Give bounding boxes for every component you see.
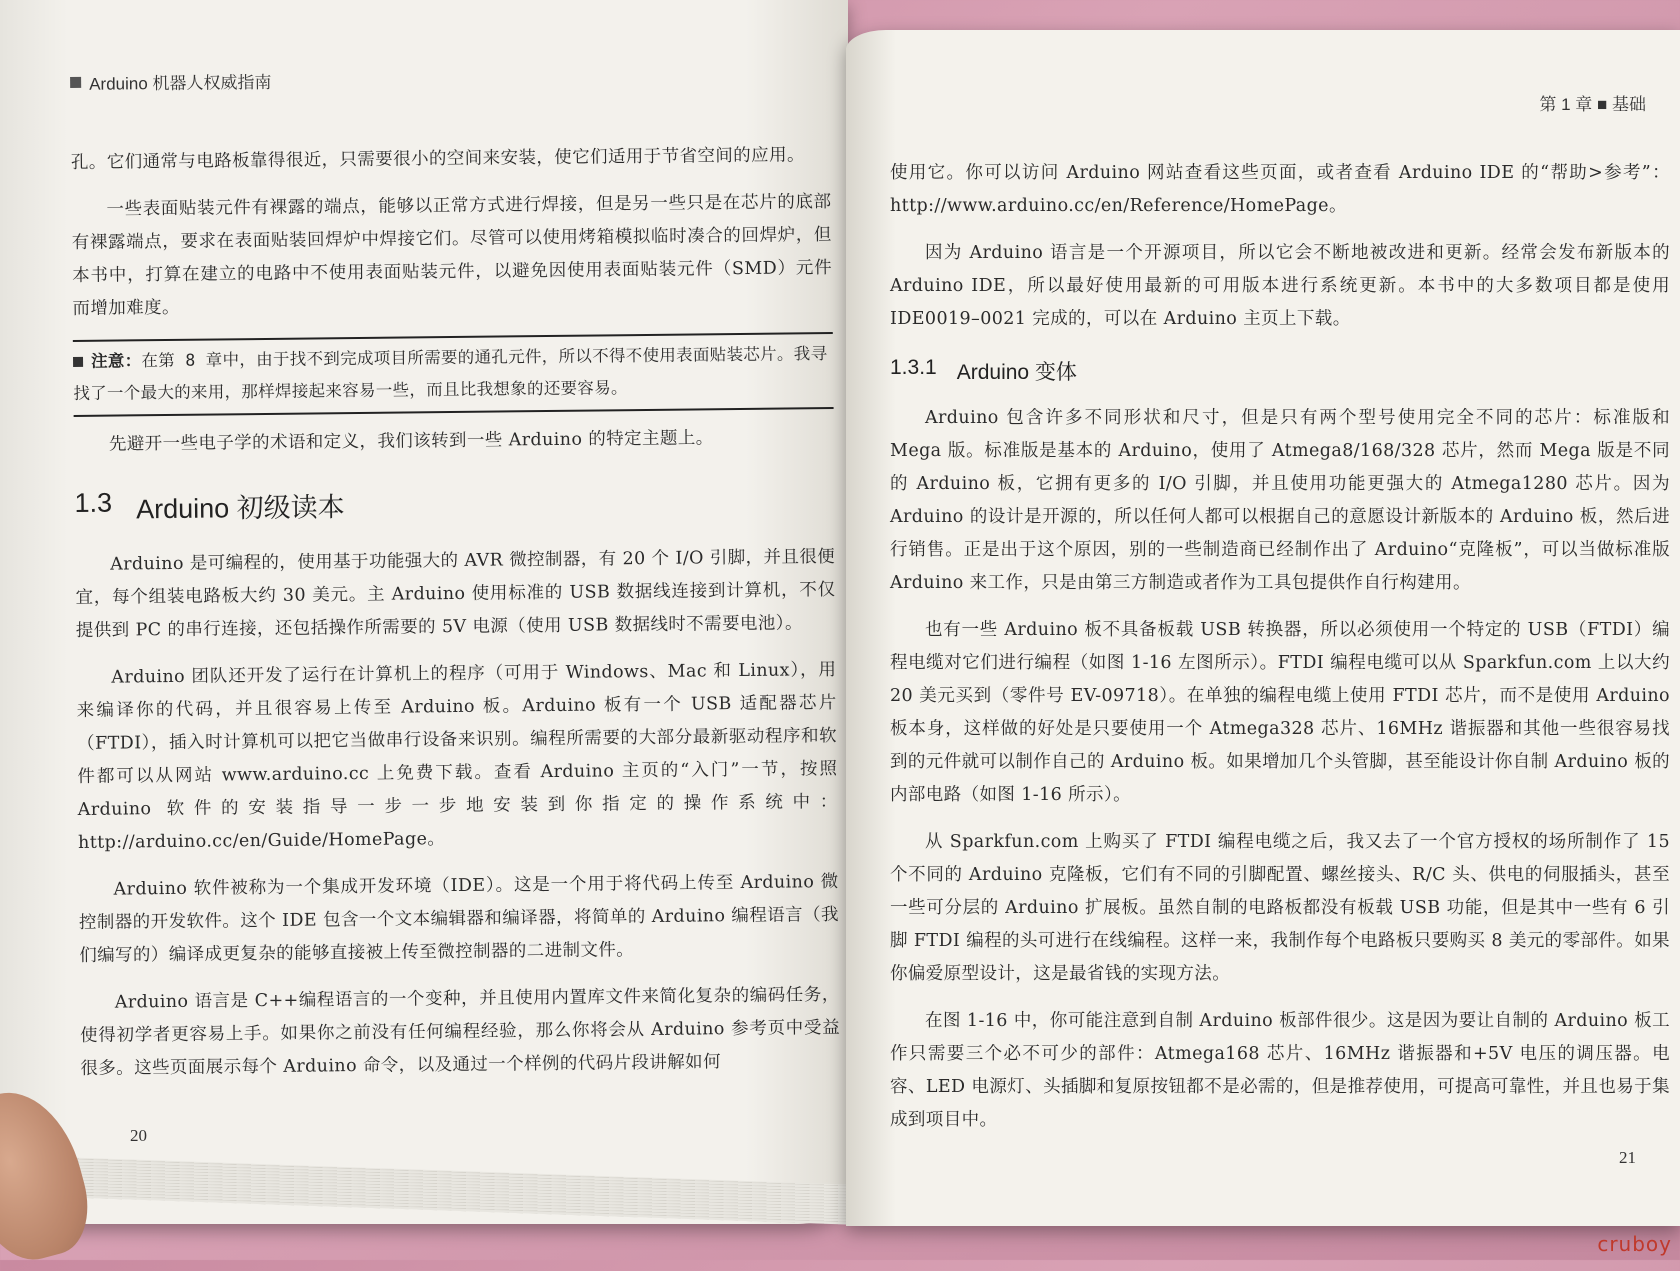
right-section-paragraph-4: 在图 1-16 中，你可能注意到自制 Arduino 板部件很少。这是因为要让自制的 Arduino 板工作只需要三个必不可少的部件：Atmega168 芯片、16MHz 谐振器和+5V 电压的调压器。电容、LED 电源灯、头插脚和复原按钮都不是必需的，但是推荐使用，可提高可靠性，并且也易于集成到项目中。 <box>890 1011 1670 1130</box>
subsection-heading <box>890 356 1670 386</box>
right-paragraph-2: 因为 Arduino 语言是一个开源项目，所以它会不断地被改进和更新。经常会发布新版本的 Arduino IDE，所以最好使用最新的可用版本进行系统更新。本书中的大多数项目都是使用 IDE0019–0021 完成的，可以在 Arduino 主页上下载。 <box>890 243 1670 329</box>
left-running-head <box>70 62 830 95</box>
note-text: 在第 8 章中，由于找不到完成项目所需要的通孔元件，所以不得不使用表面贴装芯片。我寻找了一个最大的来用，那样焊接起来容易一些，而且比我想象的还要容易。 <box>73 344 828 403</box>
right-running-head <box>890 90 1670 115</box>
right-section-paragraph-2: 也有一些 Arduino 板不具备板载 USB 转换器，所以必须使用一个特定的 USB（FTDI）编程电缆对它们进行编程（如图 1-16 左图所示）。FTDI 编程电缆可以从 Sparkfun.com 上以大约 20 美元买到（零件号 EV-09718）。在单独的编程电缆上使用 FTDI 芯片，而不是使用 Arduino 板本身，这样做的好处是只要使用一个 Atmega328 芯片、16MHz 谐振器和其他一些很容易找到的元件就可以制作自己的 Arduino 板。如果增加几个头管脚，甚至能设计你自制 Arduino 板的内部电路（如图 1-16 所示）。 <box>890 620 1670 805</box>
left-running-head-text: Arduino 机器人权威指南 <box>89 72 272 94</box>
left-paragraph-after-note: 先避开一些电子学的术语和定义，我们该转到一些 Arduino 的特定主题上。 <box>108 428 714 455</box>
left-paragraph-2: 一些表面贴装元件有裸露的端点，能够以正常方式进行焊接，但是另一些只是在芯片的底部有裸露端点，要求在表面贴装回焊炉中焊接它们。尽管可以使用烤箱模拟临时凑合的回焊炉，但本书中，打算在建立的电路中不使用表面贴装元件，以避免因使用表面贴装元件（SMD）元件而增加难度。 <box>71 192 833 319</box>
right-section-paragraph-3: 从 Sparkfun.com 上购买了 FTDI 编程电缆之后，我又去了一个官方授权的场所制作了 15 个不同的 Arduino 克隆板，它们有不同的引脚配置、螺丝接头、R/C 头、供电的伺服插头，甚至一些可分层的 Arduino 扩展板。虽然自制的电路板都没有板载 USB 功能，但是其中一些有 6 引脚 FTDI 编程的头可进行在线编程。这样一来，我制作每个电路板只要购买 8 美元的零部件。如果你偏爱原型设计，这是最省钱的实现方法。 <box>890 832 1670 984</box>
subsection-number: 1.3.1 <box>890 356 937 379</box>
section-heading <box>74 480 834 527</box>
left-page-content <box>70 62 841 1100</box>
note-label: 注意： <box>90 352 142 371</box>
left-page <box>0 0 848 1224</box>
watermark-text: cruboy <box>1597 1232 1672 1256</box>
subsection-title: Arduino 变体 <box>956 361 1077 384</box>
right-running-head-text: 第 1 章 ■ 基础 <box>1539 95 1646 114</box>
right-page <box>846 30 1680 1226</box>
section-number: 1.3 <box>74 487 113 518</box>
right-page-number: 21 <box>1619 1148 1636 1167</box>
left-page-number: 20 <box>130 1126 147 1145</box>
square-bullet-icon <box>70 77 81 88</box>
right-paragraph-1: 使用它。你可以访问 Arduino 网站查看这些页面，或者查看 Arduino IDE 的“帮助>参考”：http://www.arduino.cc/en/Reference/HomePage。 <box>890 163 1670 216</box>
left-section-paragraph-4: Arduino 语言是 C++编程语言的一个变种，并且使用内置库文件来简化复杂的编码任务，使得初学者更容易上手。如果你之前没有任何编程经验，那么你将会从 Arduino 参考页中受益很多。这些页面展示每个 Arduino 命令，以及通过一个样例的代码片段讲解如何 <box>80 984 841 1079</box>
left-section-paragraph-3: Arduino 软件被称为一个集成开发环境（IDE）。这是一个用于将代码上传至 Arduino 微控制器的开发软件。这个 IDE 包含一个文本编辑器和编译器，将简单的 Arduino 编程语言（我们编写的）编译成更复杂的能够直接被上传至微控制器的二进制文件。 <box>78 871 839 966</box>
left-section-paragraph-2: Arduino 团队还开发了运行在计算机上的程序（可用于 Windows、Mac 和 Linux），用来编译你的代码，并且很容易上传至 Arduino 板。Arduino 板有一个 USB 适配器芯片（FTDI），插入时计算机可以把它当做串行设备来识别。编程所需要的大部分最新驱动程序和软件都可以从网站 www.arduino.cc 上免费下载。查看 Arduino 主页的“入门”一节，按照 Arduino 软件的安装指导一步一步地安装到你指定的操作系统中：http://arduino.cc/en/Guide/HomePage。 <box>76 660 838 853</box>
note-square-icon <box>73 357 83 367</box>
left-paragraph-1: 孔。它们通常与电路板靠得很近，只需要很小的空间来安装，使它们适用于节省空间的应用。 <box>70 145 805 173</box>
note-box <box>73 332 834 417</box>
right-section-paragraph-1: Arduino 包含许多不同形状和尺寸，但是只有两个型号使用完全不同的芯片：标准版和 Mega 版。标准版是基本的 Arduino，使用了 Atmega8/168/328 芯片，然而 Mega 版是不同的 Arduino 板，它拥有更多的 I/O 引脚，并且使用功能更强大的 Atmega1280 芯片。因为 Arduino 的设计是开源的，所以任何人都可以根据自己的意愿设计新版本的 Arduino 板，然后进行销售。正是出于这个原因，别的一些制造商已经制作出了 Arduino“克隆板”，可以当做标准版 Arduino 来工作，只是由第三方制造或者作为工具包提供作自行构建用。 <box>890 408 1670 593</box>
right-page-content <box>890 90 1670 1151</box>
section-title: Arduino 初级读本 <box>135 492 345 525</box>
left-section-paragraph-1: Arduino 是可编程的，使用基于功能强大的 AVR 微控制器，有 20 个 I/O 引脚，并且很便宜，每个组装电路板大约 30 美元。主 Arduino 使用标准的 USB 数据线连接到计算机，不仅提供到 PC 的串行连接，还包括操作所需要的 5V 电源（使用 USB 数据线时不需要电池）。 <box>75 547 836 641</box>
